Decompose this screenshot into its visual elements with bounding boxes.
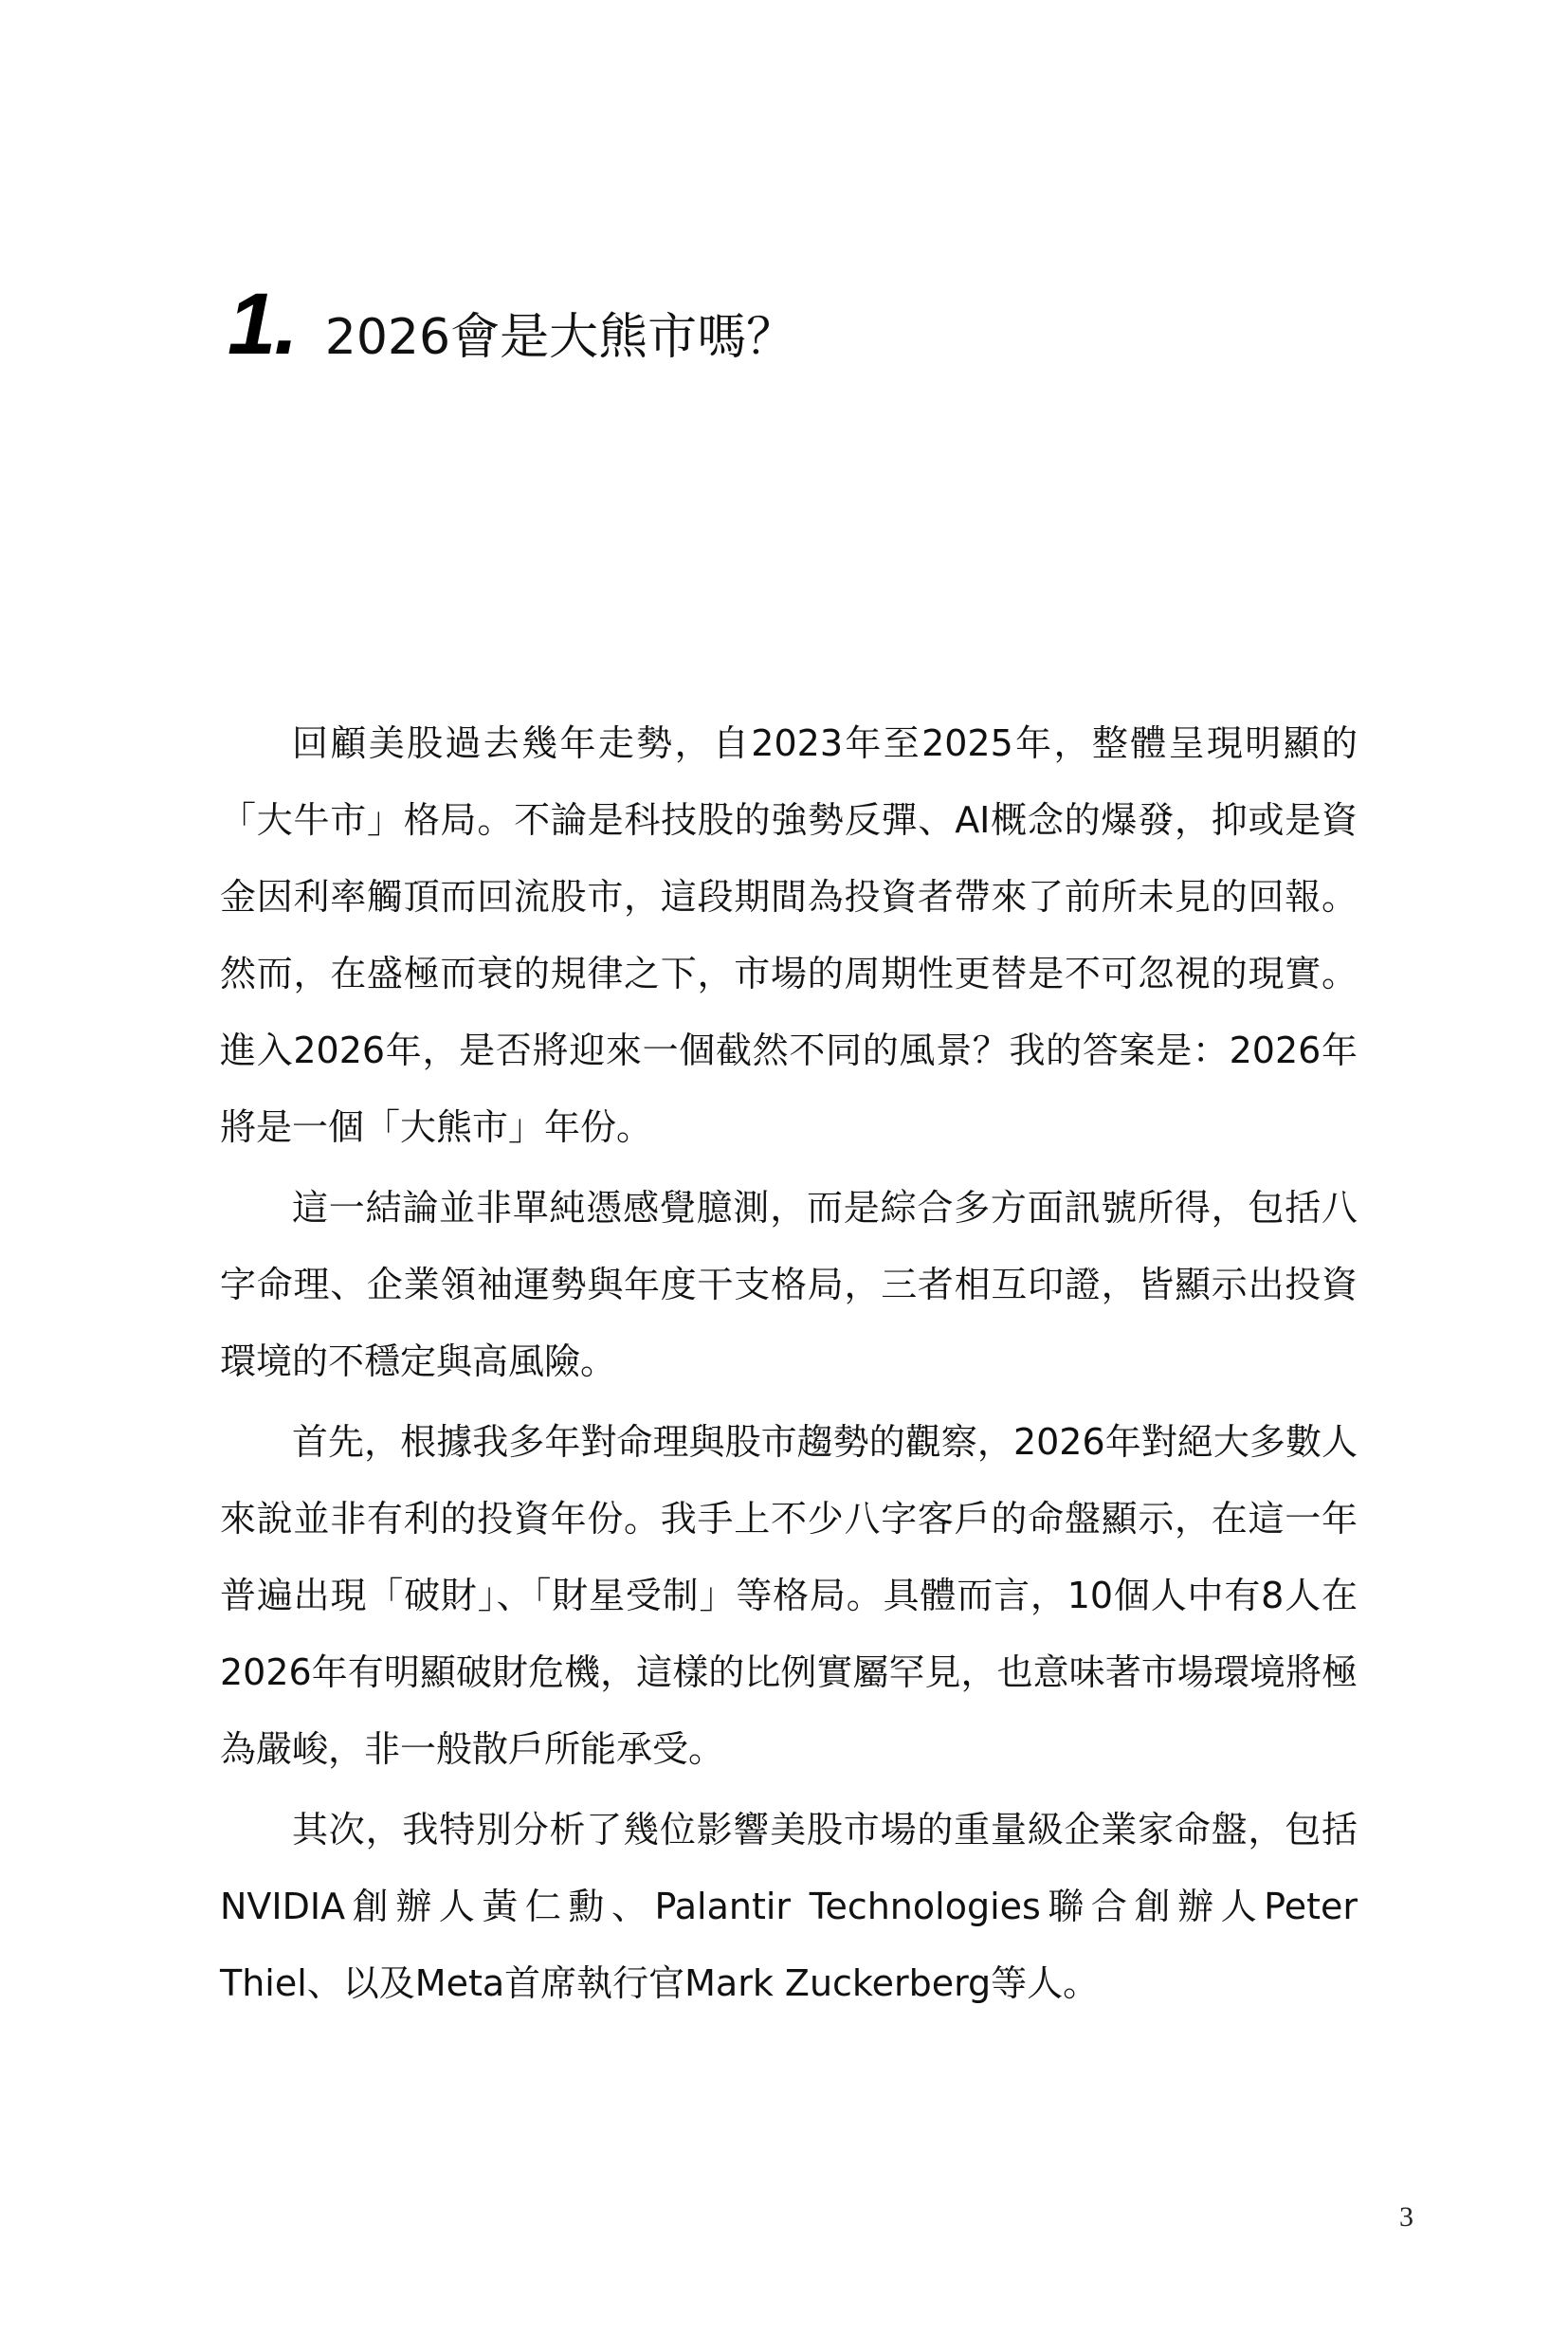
chapter-title: 2026會是大熊市嗎？: [324, 309, 796, 366]
body-text: [220, 705, 1358, 2026]
chapter-heading: [228, 276, 796, 373]
paragraph-1: 回顧美股過去幾年走勢，自2023年至2025年，整體呈現明顯的「大牛市」格局。不論是科技股的強勢反彈、AI概念的爆發，抑或是資金因利率觸頂而回流股市，這段期間為投資者帶來了前所未見的回報。然而，在盛極而衰的規律之下，市場的周期性更替是不可忽視的現實。進入2026年，是否將迎來一個截然不同的風景？我的答案是：2026年將是一個「大熊市」年份。: [220, 722, 1358, 1148]
page-number: 3: [1399, 2201, 1413, 2233]
paragraph-4: 其次，我特別分析了幾位影響美股市場的重量級企業家命盤，包括NVIDIA創辦人黃仁勳、Palantir Technologies聯合創辦人Peter Thiel、以及Meta首席執行官Mark Zuckerberg等人。: [220, 1809, 1358, 2004]
paragraph-2: 這一結論並非單純憑感覺臆測，而是綜合多方面訊號所得，包括八字命理、企業領袖運勢與年度干支格局，三者相互印證，皆顯示出投資環境的不穩定與高風險。: [220, 1187, 1358, 1382]
paragraph-3: 首先，根據我多年對命理與股市趨勢的觀察，2026年對絕大多數人來說並非有利的投資年份。我手上不少八字客戶的命盤顯示，在這一年普遍出現「破財」、「財星受制」等格局。具體而言，10個人中有8人在2026年有明顯破財危機，這樣的比例實屬罕見，也意味著市場環境將極為嚴峻，非一般散戶所能承受。: [220, 1421, 1358, 1770]
chapter-number: 1.: [228, 276, 297, 373]
